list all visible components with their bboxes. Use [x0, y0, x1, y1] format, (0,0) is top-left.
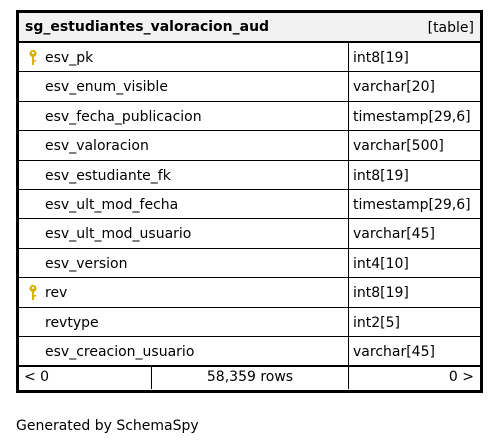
column-type: int2[5] [353, 314, 400, 331]
column-name-cell [19, 249, 349, 277]
column-name[interactable]: esv_pk [45, 50, 94, 66]
footer-row-count: 58,359 rows [152, 367, 349, 389]
column-type: int8[19] [353, 50, 409, 66]
column-name[interactable]: esv_enum_visible [45, 79, 168, 96]
column-name-cell [19, 102, 349, 130]
table-row [19, 43, 480, 72]
column-name-cell [19, 337, 349, 365]
table-row [19, 72, 480, 101]
key-icon [27, 284, 39, 302]
column-name-cell [19, 190, 349, 218]
column-name[interactable]: revtype [45, 314, 99, 331]
column-type: timestamp[29,6] [353, 196, 471, 213]
table-row [19, 249, 480, 278]
column-name-cell [19, 308, 349, 336]
table-entity-box [16, 10, 483, 393]
column-name[interactable]: esv_fecha_publicacion [45, 108, 202, 125]
column-type: varchar[45] [353, 226, 435, 243]
table-row [19, 102, 480, 131]
table-footer [19, 366, 480, 390]
column-type: int4[10] [353, 255, 409, 272]
table-row [19, 308, 480, 337]
column-name[interactable]: esv_ult_mod_fecha [45, 196, 179, 213]
column-list [19, 43, 480, 366]
table-name[interactable]: sg_estudiantes_valoracion_aud [25, 19, 270, 35]
footer-prev-count: < 0 [19, 367, 152, 389]
table-type-label: [table] [427, 20, 474, 36]
column-type: int8[19] [353, 285, 409, 302]
generated-by-label: Generated by SchemaSpy [16, 418, 199, 434]
column-name[interactable]: esv_version [45, 255, 128, 272]
column-type: varchar[500] [353, 138, 444, 155]
table-header [19, 13, 480, 43]
column-name-cell [19, 219, 349, 247]
column-name-cell [19, 72, 349, 100]
column-name[interactable]: esv_creacion_usuario [45, 343, 195, 360]
table-row [19, 278, 480, 307]
column-type: timestamp[29,6] [353, 108, 471, 125]
column-name[interactable]: esv_estudiante_fk [45, 167, 171, 184]
table-row [19, 337, 480, 366]
table-row [19, 161, 480, 190]
column-name-cell [19, 278, 349, 306]
column-name-cell [19, 43, 349, 71]
column-type: varchar[45] [353, 343, 435, 360]
column-type: int8[19] [353, 167, 409, 184]
column-name[interactable]: rev [45, 285, 68, 302]
table-row [19, 190, 480, 219]
column-name[interactable]: esv_valoracion [45, 138, 149, 155]
table-row [19, 131, 480, 160]
table-row [19, 219, 480, 248]
column-name-cell [19, 131, 349, 159]
column-name-cell [19, 161, 349, 189]
column-name[interactable]: esv_ult_mod_usuario [45, 226, 192, 243]
column-type: varchar[20] [353, 79, 435, 96]
footer-next-count: 0 > [448, 369, 474, 385]
key-icon [27, 49, 39, 67]
